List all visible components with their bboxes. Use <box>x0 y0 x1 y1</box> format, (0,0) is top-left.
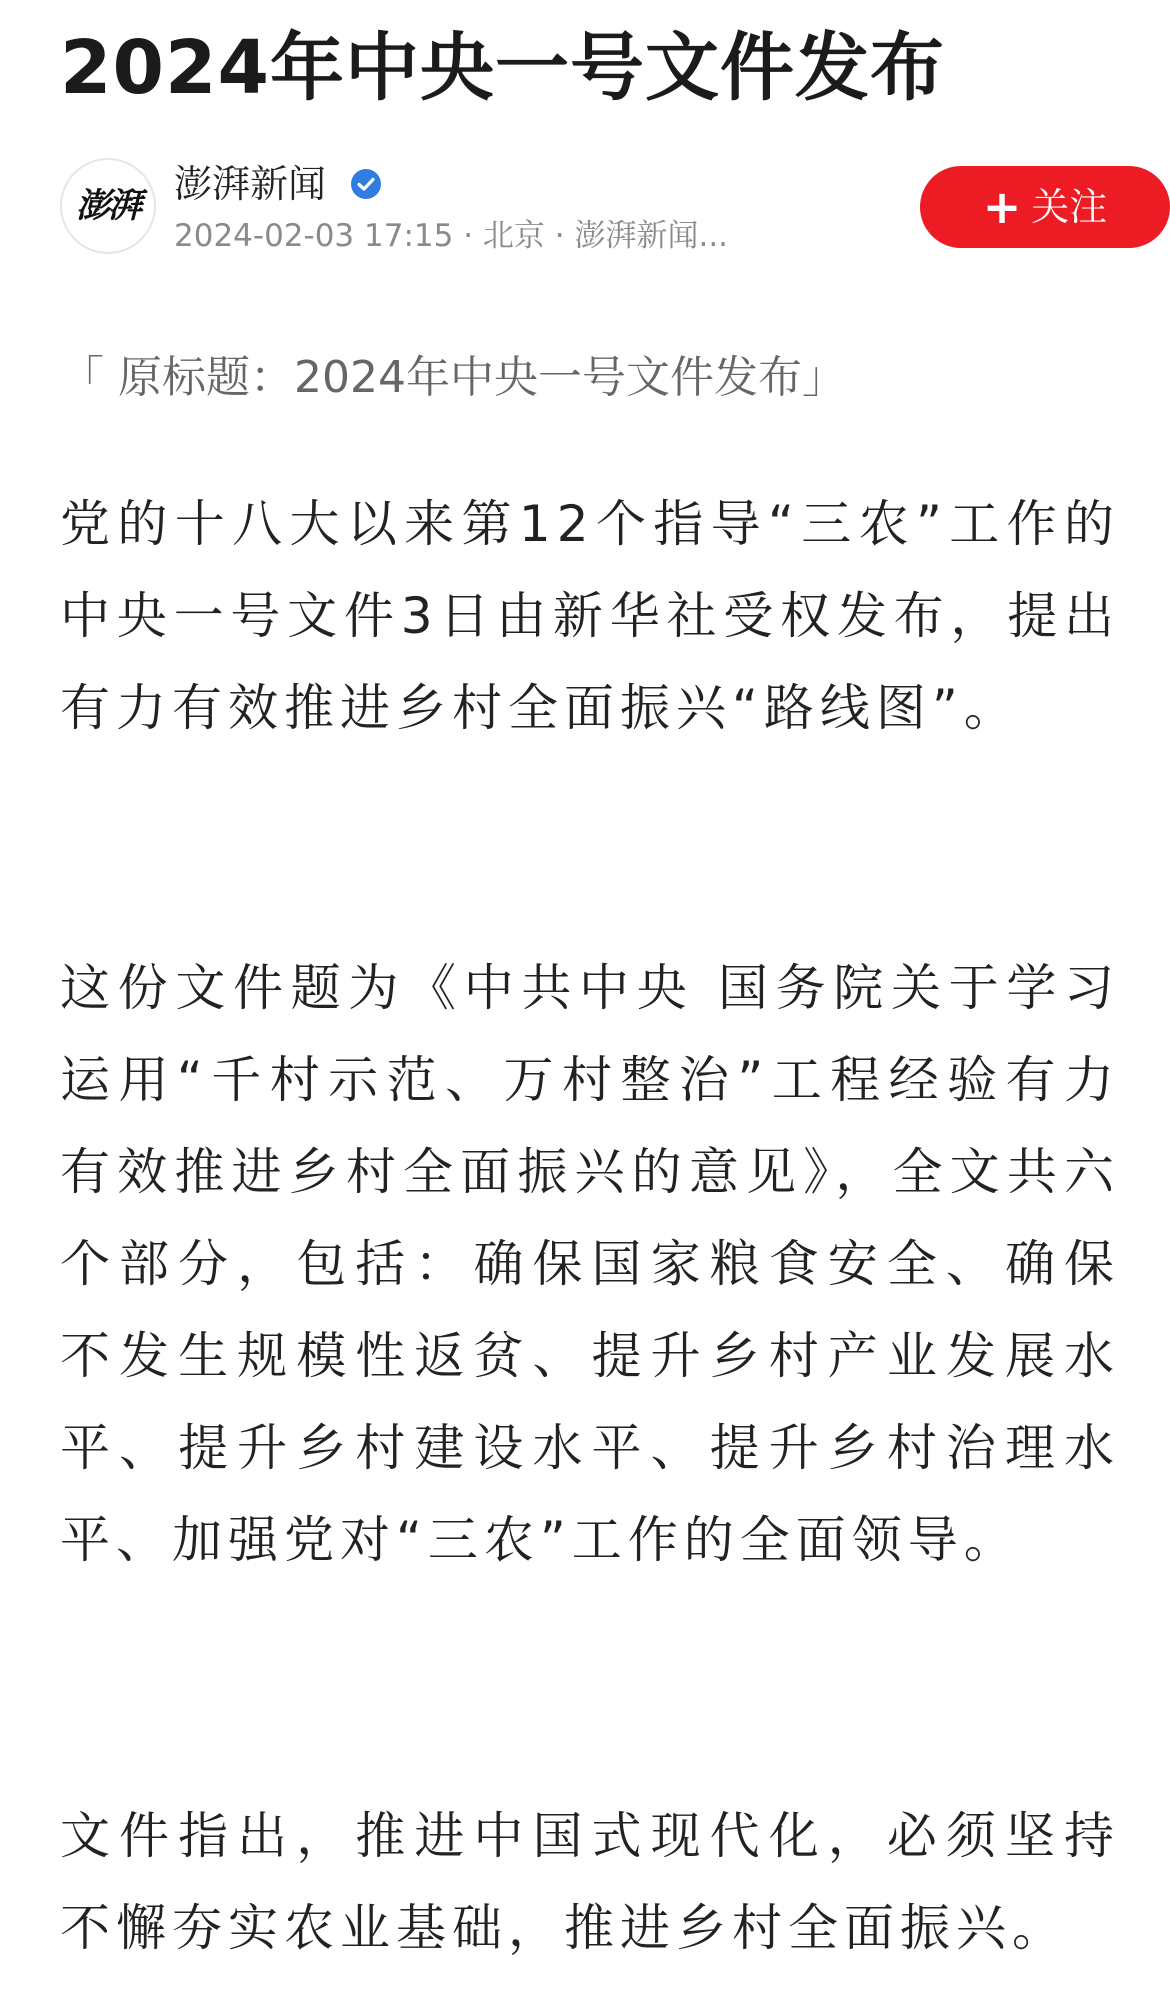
paragraph: 党的十八大以来第12个指导“三农”工作的中央一号文件3日由新华社受权发布，提出有力有效推进乡村全面振兴“路线图”。 <box>60 495 1120 737</box>
publish-meta: 2024-02-03 17:15 · 北京 · 澎湃新闻... <box>174 218 729 254</box>
original-title: 「 原标题：2024年中央一号文件发布」 <box>60 352 846 403</box>
paragraph: 这份文件题为《中共中央 国务院关于学习运用“千村示范、万村整治”工程经验有力有效推进乡村全面振兴的意见》，全文共六个部分，包括：确保国家粮食安全、确保不发生规模性返贫、提升乡村产业发展水平、提升乡村建设水平、提升乡村治理水平、加强党对“三农”工作的全面领导。 <box>60 959 1120 1569</box>
plus-icon: + <box>982 180 1022 234</box>
follow-label: 关注 <box>1031 185 1108 229</box>
the-paper-logo: 澎湃 <box>76 186 140 226</box>
author-row <box>60 158 1120 268</box>
follow-button[interactable] <box>920 166 1170 248</box>
author-name[interactable]: 澎湃新闻 <box>174 162 327 206</box>
avatar[interactable] <box>60 158 156 254</box>
paragraph: 文件指出，推进中国式现代化，必须坚持不懈夯实农业基础，推进乡村全面振兴。 <box>60 1807 1120 1957</box>
verified-check-icon <box>350 168 382 200</box>
article-title: 2024年中央一号文件发布 <box>60 25 945 111</box>
